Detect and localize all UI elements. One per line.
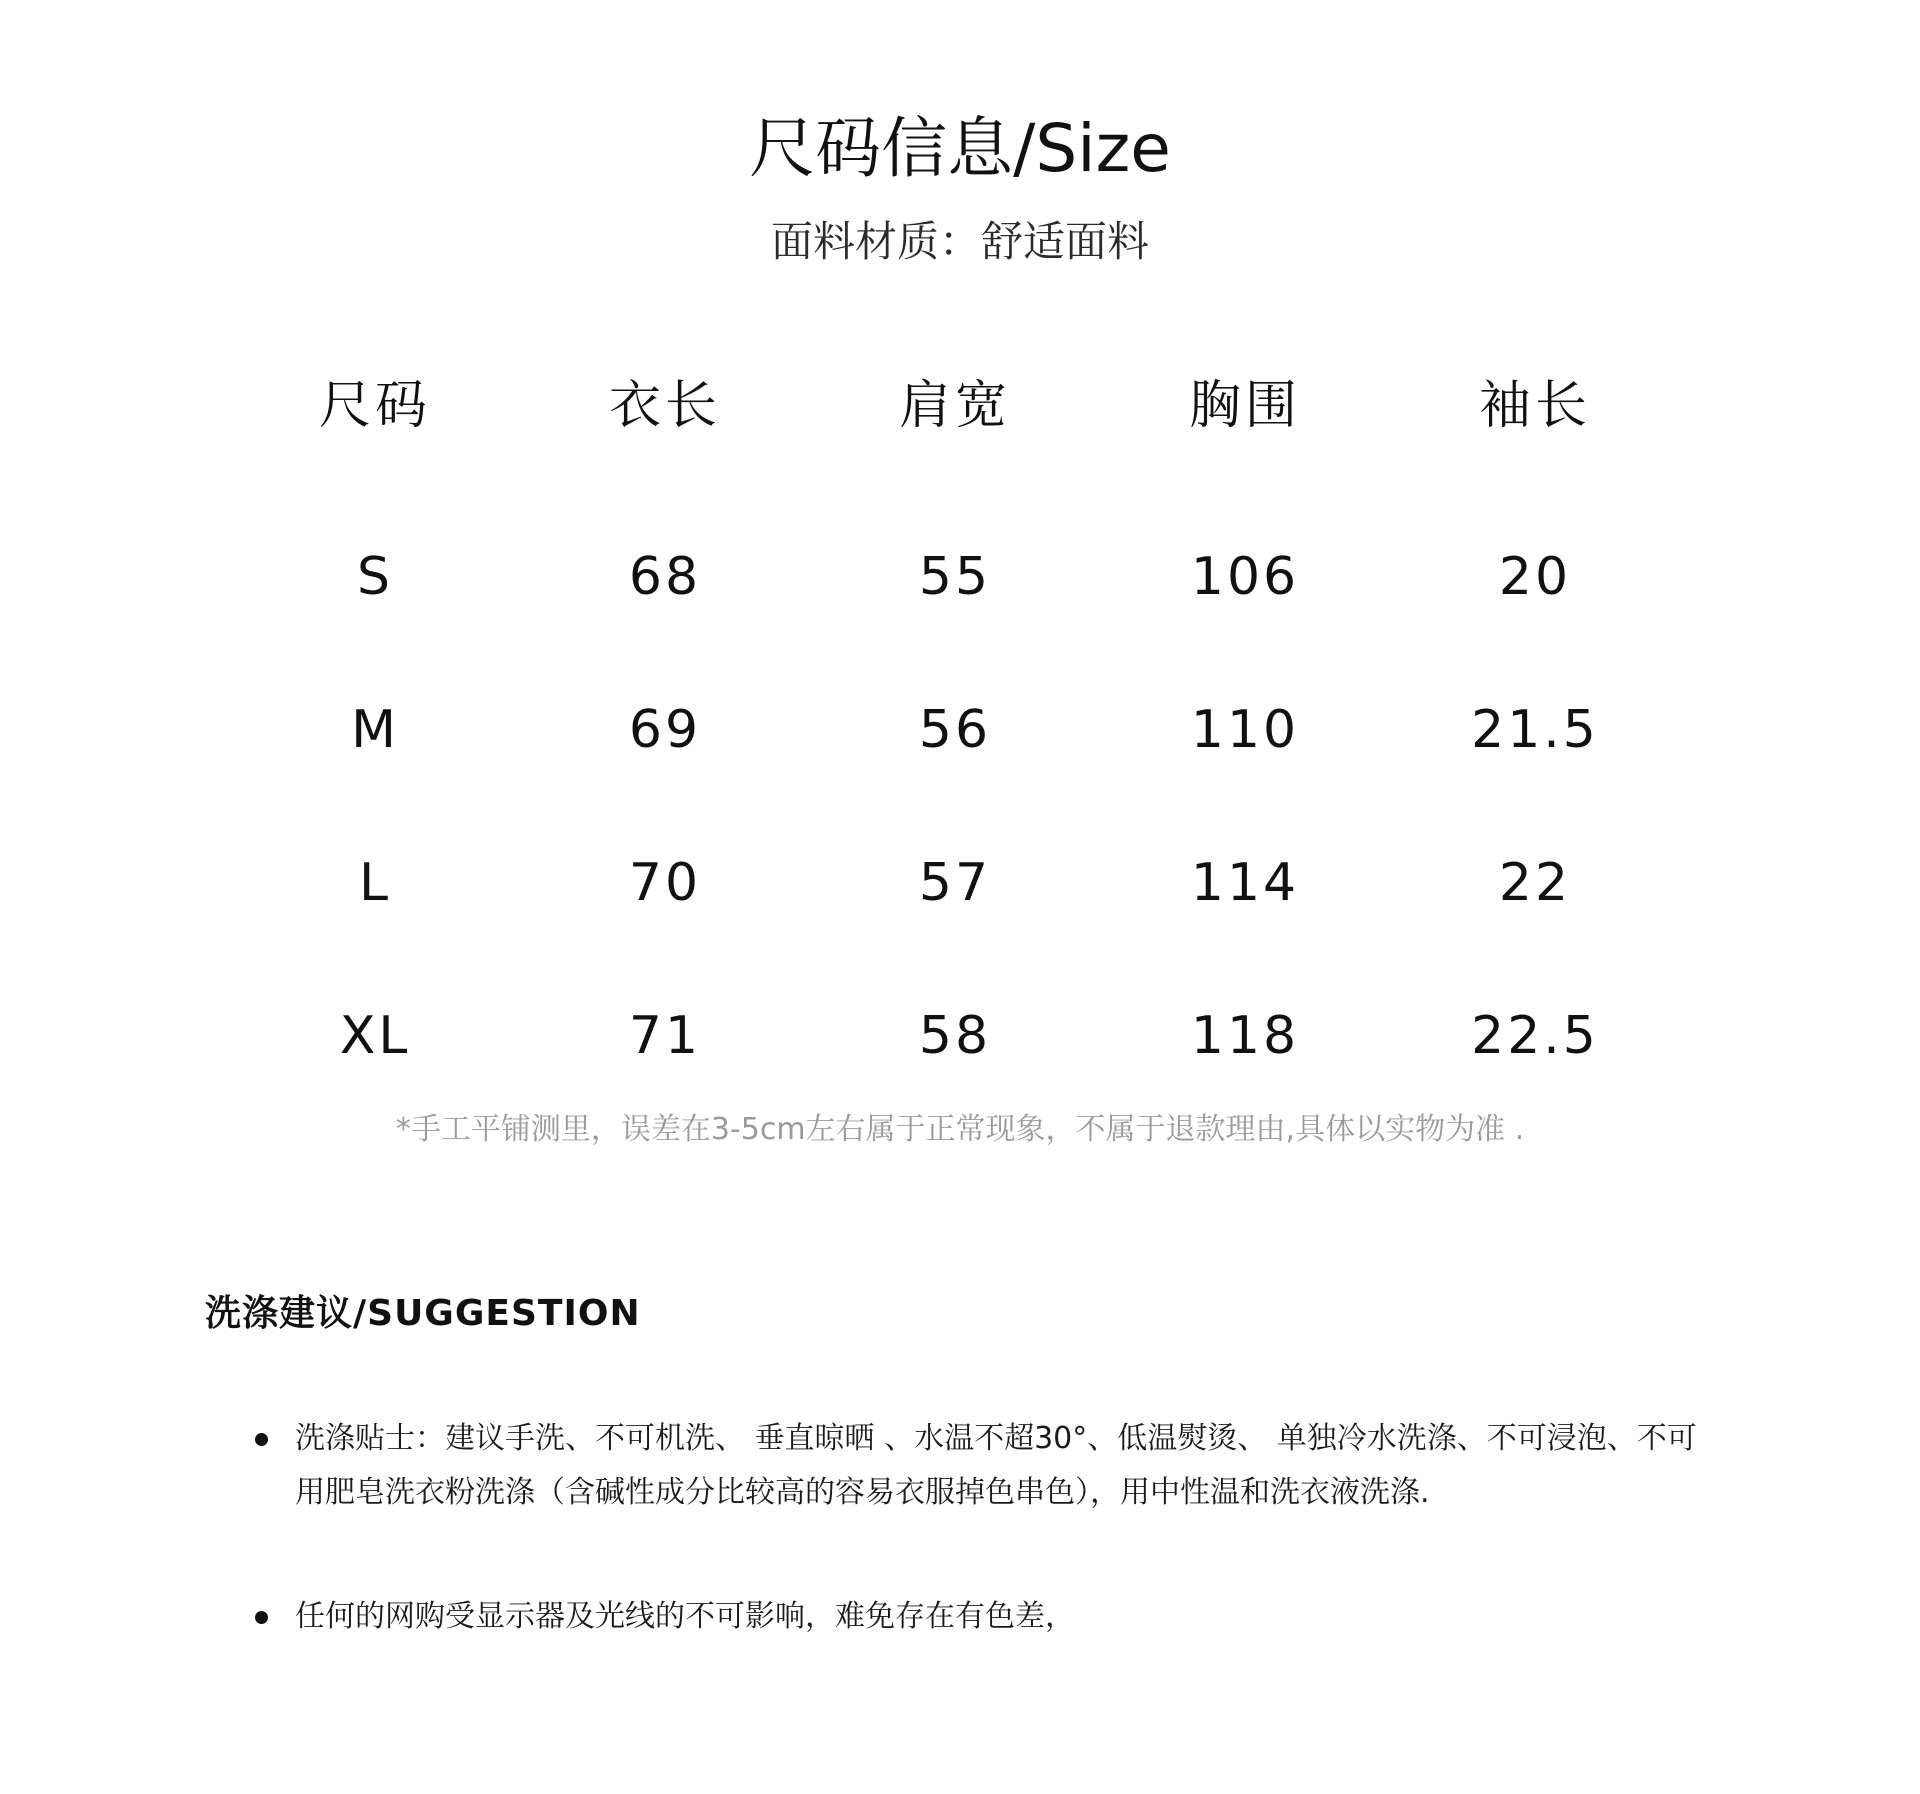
shoulder-cell: 58 [918,1005,992,1066]
suggestion-heading: 洗涤建议/SUGGESTION [205,1293,641,1334]
bullet-icon [255,1611,268,1624]
chest-cell: 118 [1190,1005,1300,1066]
size-cell: M [351,699,399,760]
shoulder-cell: 56 [918,699,992,760]
shoulder-cell: 57 [918,852,992,913]
shoulder-cell: 55 [918,546,992,607]
fabric-subtitle: 面料材质：舒适面料 [770,217,1149,266]
list-item [250,1412,1700,1520]
table-row [230,653,1680,806]
page-title: 尺码信息/Size [749,110,1171,187]
size-table [230,350,1680,1112]
table-header-row [230,350,1680,450]
size-cell: S [356,546,393,607]
size-cell: XL [339,1005,411,1066]
length-cell: 69 [628,699,702,760]
length-cell: 71 [628,1005,702,1066]
measurement-note: *手工平铺测里，误差在3-5cm左右属于正常现象，不属于退款理由,具体以实物为准 . [395,1112,1525,1147]
length-cell: 70 [628,852,702,913]
sleeve-cell: 21.5 [1471,699,1599,760]
chest-cell: 114 [1190,852,1300,913]
washing-tips-text: 洗涤贴士：建议手洗、不可机洗、 垂直晾晒 、水温不超30°、低温熨烫、 单独冷水洗涤、不可浸泡、不可用肥皂洗衣粉洗涤（含碱性成分比较高的容易衣服掉色串色），用中性温和洗衣液洗涤. [295,1421,1697,1510]
column-header-shoulder: 肩宽 [898,375,1011,436]
column-header-sleeve: 袖长 [1478,375,1591,436]
length-cell: 68 [628,546,702,607]
column-header-chest: 胸围 [1188,375,1301,436]
table-row [230,806,1680,959]
list-item [250,1590,1700,1644]
size-cell: L [359,852,391,913]
color-difference-text: 任何的网购受显示器及光线的不可影响，难免存在有色差， [295,1599,1075,1634]
chest-cell: 110 [1190,699,1300,760]
chest-cell: 106 [1190,546,1300,607]
column-header-size: 尺码 [318,375,431,436]
suggestion-list [250,1412,1700,1714]
column-header-length: 衣长 [608,375,721,436]
table-row [230,959,1680,1112]
table-row [230,500,1680,653]
bullet-icon [255,1433,268,1446]
sleeve-cell: 20 [1498,546,1572,607]
sleeve-cell: 22 [1498,852,1572,913]
sleeve-cell: 22.5 [1471,1005,1599,1066]
